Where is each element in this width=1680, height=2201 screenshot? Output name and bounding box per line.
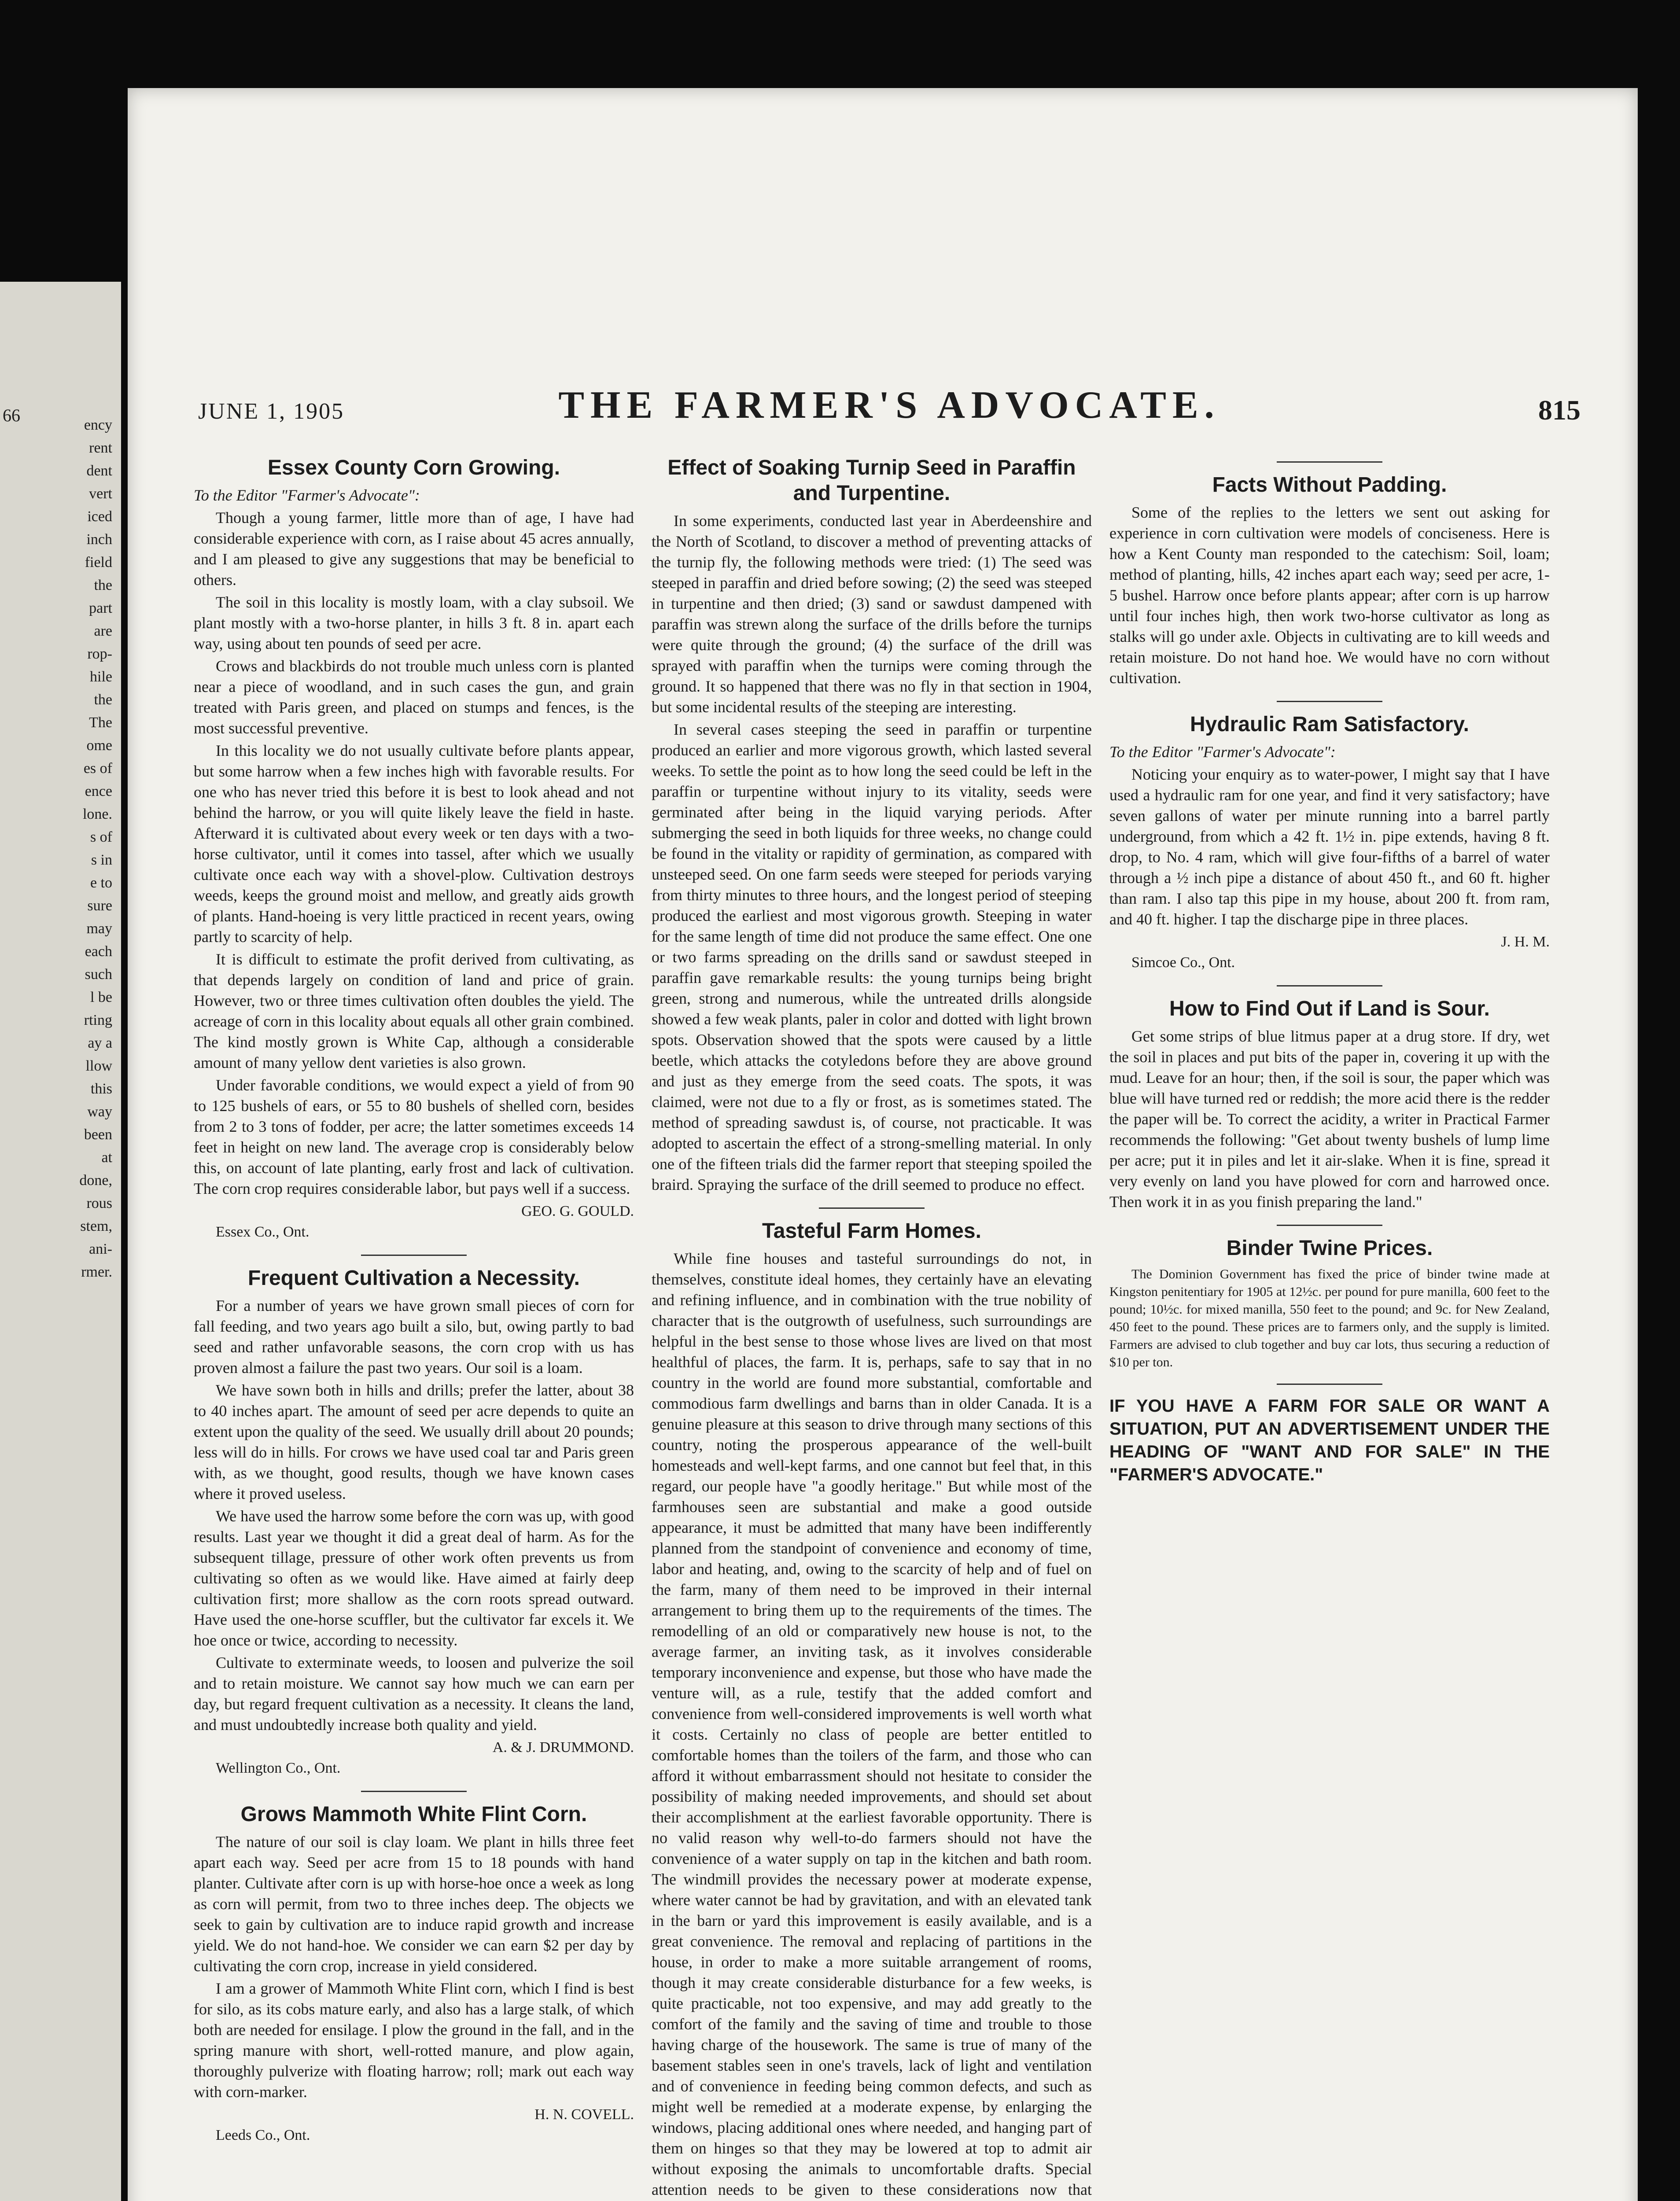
article-sour-land — [1109, 996, 1550, 1212]
scrap-fragment: may — [86, 920, 112, 937]
article-title: Effect of Soaking Turnip Seed in Paraffin and Turpentine. — [667, 456, 1076, 505]
scrap-fragment: rous — [86, 1195, 112, 1211]
scrap-fragment: ence — [85, 783, 112, 799]
issue-date: JUNE 1, 1905 — [198, 399, 345, 424]
paragraph: While fine houses and tasteful surroundings do not, in themselves, constitute ideal homes, they certainly have an elevating and refining influence, and in combination with the true nobility of character that is the outgrowth of usefulness, such surroundings are helpful in the best sense to those whose lives are lived on that most healthful of places, the farm. It is, perhaps, safe to say that in no country in the world are found more substantial, comfortable and commodious farm dwellings and barns than in older Canada. It is a genuine pleasure at this season to drive through many sections of this country, noting the prosperous appearance of the well-built homesteads and well-kept farms, and one cannot but feel that, in this regard, our people have "a goodly heritage." But while most of the farmhouses seen are substantial and make a good outside appearance, it must be admitted that many have been indifferently planned from the standpoint of convenience and economy of time, labor and heating, and, owing to the scarcity of help and of fuel on the farm, many of them need to be improved in their internal arrangement to bring them up to the requirements of the times. The remodelling of an old or comparatively new house is not, to the average farmer, an inviting task, as it involves considerable temporary inconvenience and expense, but those who have made the venture will, as a rule, testify that the added comfort and convenience from well-considered improvements is well worth what it costs. Certainly no class of people are better entitled to comfortable homes than the toilers of the farm, and those who can afford it without embarrassment should not hesitate to consider the possibility of making needed improvements, and should set about their accomplishment at the earliest favorable opportunity. There is no valid reason why well-to-do farmers should not have the convenience of a water supply on tap in the kitchen and bath room. The windmill provides the necessary power at moderate expense, where water cannot be had by gravitation, and with an elevated tank in the barn or yard this improvement is easily available, and is a great convenience. The removal and replacing of partitions in the house, in order to make a more suitable arrangement of rooms, though it may create considerable disturbance for a few weeks, is quite practicable, not too expensive, and may add greatly to the comfort of the family and the saving of time and trouble to those having charge of the housework. The same is true of many of the basement stables seen in one's travels, lack of light and ventilation and of convenience in feeding being common defects, and such as might well be remedied at a moderate expense, by enlarging the windows, placing additional ones where needed, and hanging part of them on hinges so that they may be lowered at top to admit air without exposing the animals to uncomfortable drafts. Special attention needs to be given to these considerations now that — [652, 1250, 1092, 2198]
paragraph: Though a young farmer, little more than of age, I have had considerable experience with corn, as I raise about 45 acres annually, and I am pleased to give any suggestions that may be beneficial to others. — [194, 509, 634, 589]
paragraph: In several cases steeping the seed in paraffin or turpentine produced an earlier and more vigorous growth, which lasted several weeks. To settle the point as to how long the seed could be left in the paraffin or turpentine without injury to its vitality, seeds were germinated after being in the liquid varying periods. After submerging the seed in both liquids for three weeks, no change could be found in the vitality or rapidity of germination, as compared with unsteeped seed. On one farm seeds were steeped for periods varying from thirty minutes to three hours, and the longest period of steeping produced the earliest and most vigorous growth. Steeping in water for the same length of time did not produce the same effect. One one or two farms spreading on the drills sand or sawdust steeped in paraffin gave remarkable results: the young turnips being bright green, strong and numerous, while the untreated drills alongside showed a few weak plants, paler in color and dotted with light brown spots. Observation showed that the spots were caused by a little beetle, which attacks the cotyledons before they are above ground and just as they emerge from the seed coats. The spots, it was claimed, were not due to a fly or frost, as is sometimes stated. The method of spreading sawdust is, of course, not practicable. It was adopted to ascertain the effect of a strong-smelling material. In only one of the fifteen trials did the farmer report that steeping spoiled the braird. Spraying the surface of the drill seemed to produce no effect. — [652, 721, 1092, 1193]
article-binder-twine — [1109, 1236, 1550, 1371]
article-title: Essex County Corn Growing. — [267, 456, 560, 479]
scrap-fragment: stem, — [80, 1218, 112, 1234]
scrap-fragment: e to — [90, 875, 112, 891]
article-hydraulic-ram — [1109, 712, 1550, 973]
scrap-fragment: the — [94, 692, 112, 708]
divider — [1277, 461, 1382, 463]
newspaper-page — [128, 88, 1638, 2201]
scrap-fragment: es of — [83, 760, 112, 777]
article-essex — [194, 455, 634, 1242]
paragraph: For a number of years we have grown small pieces of corn for fall feeding, and two years ago built a silo, but, owing partly to bad seed and rather unfavorable seasons, the corn crop with us has proven almost a failure the past two years. Our soil is a loam. — [194, 1297, 634, 1377]
scrap-fragment: hile — [90, 669, 112, 685]
scrap-fragment: the — [94, 577, 112, 593]
paragraph: Noticing your enquiry as to water-power, I might say that I have used a hydraulic ram for one year, and find it very satisfactory; have seven gallons of water per minute running into a barrel partly underground, from which a 42 ft. 1½ in. pipe extends, having 8 ft. drop, to No. 4 ram, which will give four-fifths of a barrel of water through a ½ inch pipe a distance of about 450 ft., and 60 ft. higher than ram. I also tap this pipe in my house, about 200 ft. from ram, and 40 ft. higher. I tap the discharge pipe in three places. — [1109, 766, 1550, 928]
scrap-fragment: way — [87, 1104, 112, 1120]
scrap-fragment: part — [89, 600, 112, 616]
author-signature: GEO. G. GOULD. — [521, 1203, 634, 1219]
want-ad-notice: IF YOU HAVE A FARM FOR SALE OR WANT A SITUATION, PUT AN ADVERTISEMENT UNDER THE HEADING OF "WANT AND FOR SALE" IN THE "FARMER'S ADVOCATE." — [1109, 1396, 1550, 1484]
scrap-fragment: rent — [89, 440, 112, 456]
adjacent-page-number: 66 — [3, 405, 20, 425]
author-signature: H. N. COVELL. — [534, 2106, 634, 2123]
scrap-fragment: dent — [86, 463, 112, 479]
scrap-fragment: rting — [84, 1012, 112, 1028]
paragraph: In some experiments, conducted last year in Aberdeenshire and the North of Scotland, to discover a method of preventing attacks of the turnip fly, the following methods were tried: (1) The seed was steeped in paraffin and dried before sowing; (2) the seed was steeped in turpentine and then dried; (3) sand or sawdust dampened with paraffin was strewn along the surface of the drills before the turnips were quite through the ground; (4) the surface of the drill was sprayed with paraffin when the turnips were coming through the ground. It so happened that there was no fly in that section in 1904, but some incidental results of the steeping are interesting. — [652, 512, 1092, 716]
article-tasteful-homes — [652, 1218, 1092, 2201]
paragraph: Some of the replies to the letters we sent out asking for experience in corn cultivation were models of conciseness. Here is how a Kent County man responded to the catechism: Soil, loam; method of planting, hills, 42 inches apart each way; seed per acre, 1-5 bushel. Harrow once before plants appear; after corn is up harrow until four inches high, then work two-horse cultivator as long as stalks will go under axle. Objects in cultivating are to kill weeds and retain moisture. Do not hand hoe. We would have no corn without cultivation. — [1109, 504, 1550, 687]
salutation: To the Editor "Farmer's Advocate": — [194, 486, 420, 504]
scrap-fragment: sure — [87, 898, 112, 914]
article-mammoth-flint — [194, 1802, 634, 2146]
scrap-fragment: s of — [90, 829, 112, 845]
scrap-fragment: this — [90, 1081, 112, 1097]
article-title: Grows Mammoth White Flint Corn. — [240, 1803, 587, 1826]
paragraph: Cultivate to exterminate weeds, to loosen and pulverize the soil and to retain moisture. We cannot say how much we can earn per day, but regard frequent cultivation as a necessity. It cleans the land, and must undoubtedly increase both quality and yield. — [194, 1654, 634, 1734]
scrap-fragment: iced — [87, 508, 112, 525]
paragraph: It is difficult to estimate the profit derived from cultivating, as that depends largely on condition of land and price of grain. However, two or three times cultivation often doubles the yield. The acreage of corn in this locality about equals all other grain combined. The kind mostly grown is White Cap, although a considerable amount of many yellow dent varieties is also grown. — [194, 950, 634, 1071]
divider — [1277, 985, 1382, 986]
scrap-fragment: The — [89, 714, 112, 731]
scrap-fragment: each — [85, 943, 112, 960]
article-title: Tasteful Farm Homes. — [762, 1219, 981, 1243]
scrap-fragment: such — [85, 966, 112, 983]
scrap-fragment: field — [85, 554, 112, 570]
paragraph: We have sown both in hills and drills; prefer the latter, about 38 to 40 inches apart. The amount of seed per acre depends to quite an extent upon the quality of the seed. We usually drill about 20 pounds; less will do in hills. For crows we have used coal tar and Paris green with, as we thought, good results, though we have known cases where it proved useless. — [194, 1381, 634, 1502]
paragraph: Crows and blackbirds do not trouble much unless corn is planted near a piece of woodland, and in such cases the gun, and grain treated with Paris green, and placed on stumps and fences, is the most successful preventive. — [194, 657, 634, 737]
author-signature: J. H. M. — [1501, 934, 1550, 950]
scrap-fragment: vert — [89, 486, 112, 502]
paragraph: The soil in this locality is mostly loam, with a clay subsoil. We plant mostly with a two-horse planter, in hills 3 ft. 8 in. apart each way, using about ten pounds of seed per acre. — [194, 593, 634, 652]
article-frequent-cultivation — [194, 1266, 634, 1778]
scrap-fragment: ome — [86, 737, 112, 754]
scrap-fragment: at — [101, 1149, 112, 1166]
author-location: Essex Co., Ont. — [216, 1224, 309, 1240]
divider — [819, 1207, 925, 1209]
divider — [361, 1255, 467, 1256]
scrap-fragment: lone. — [82, 806, 112, 822]
article-title: Facts Without Padding. — [1212, 473, 1447, 497]
scrap-fragment: been — [84, 1126, 112, 1143]
paragraph: Under favorable conditions, we would expect a yield of from 90 to 125 bushels of ears, or 55 to 80 bushels of shelled corn, besides from 2 to 3 tons of fodder, per acre; the latter sometimes exceeds 14 feet in height on new land. The average crop is considerably below this, on account of late planting, early frost and lack of cultivation. The corn crop requires considerable labor, but pays well if a success. — [194, 1076, 634, 1197]
article-facts-without-padding — [1109, 472, 1550, 688]
divider — [361, 1791, 467, 1792]
author-location: Leeds Co., Ont. — [216, 2127, 310, 2143]
article-turnip-seed — [652, 455, 1092, 1195]
author-location: Simcoe Co., Ont. — [1131, 954, 1235, 971]
scrap-fragment: llow — [85, 1058, 112, 1074]
column-1 — [194, 449, 634, 2148]
article-title: Binder Twine Prices. — [1226, 1237, 1433, 1260]
paragraph: The Dominion Government has fixed the price of binder twine made at Kingston penitentiary for 1905 at 12½c. per pound for pure manilla, 600 feet to the pound; 10½c. for mixed manilla, 550 feet to the pound; and 9c. for New Zealand, 450 feet to the pound. These prices are to farmers only, and the supply is limited. Farmers are advised to club together and buy car lots, thus securing a reduction of $10 per ton. — [1109, 1267, 1550, 1369]
divider — [1277, 1384, 1382, 1385]
paragraph: I am a grower of Mammoth White Flint corn, which I find is best for silo, as its cobs mature early, and also has a large stalk, of which both are needed for ensilage. I plow the ground in the fall, and in the spring manure with short, well-rotted manure, and plow again, thoroughly pulverize with floating harrow; roll; mark out each way with corn-marker. — [194, 1980, 634, 2101]
scrap-fragment: done, — [79, 1172, 112, 1189]
article-title: Frequent Cultivation a Necessity. — [248, 1266, 580, 1290]
paragraph: The nature of our soil is clay loam. We plant in hills three feet apart each way. Seed per acre from 15 to 18 pounds with hand planter. Cultivate after corn is up with horse-hoe once a week as long as corn will permit, from two to three inches deep. The objects we seek to gain by cultivation are to induce rapid growth and increase yield. We do not hand-hoe. We consider we can earn $2 per day by cultivating the corn crop, increase in yield considered. — [194, 1833, 634, 1975]
page-header — [198, 383, 1581, 431]
adjacent-page-strip — [0, 282, 121, 2201]
scrap-fragment: s in — [91, 852, 112, 868]
divider — [1277, 1225, 1382, 1226]
column-3 — [1109, 449, 1550, 1488]
scrap-fragment: rop- — [87, 646, 112, 662]
scrap-fragment: are — [94, 623, 112, 639]
author-location: Wellington Co., Ont. — [216, 1760, 341, 1776]
column-2 — [652, 449, 1092, 2201]
divider — [1277, 701, 1382, 702]
page-number: 815 — [1538, 394, 1581, 426]
article-title: How to Find Out if Land is Sour. — [1169, 997, 1490, 1020]
scrap-fragment: inch — [86, 531, 112, 548]
scrap-fragment: ani- — [89, 1241, 112, 1257]
paragraph: Get some strips of blue litmus paper at a drug store. If dry, wet the soil in places and put bits of the paper in, covering it up with the mud. Leave for an hour; then, if the soil is sour, the paper which was blue will have turned red or reddish; the more acid there is the redder the paper will be. To correct the acidity, a writer in Practical Farmer recommends the following: "Get about twenty bushels of lump lime per acre; put it in piles and let it air-slake. When it is fine, spread it very evenly on land you have plowed for corn and harrowed once. Then work it in as you finish preparing the land." — [1109, 1027, 1550, 1211]
scrap-fragment: l be — [90, 989, 112, 1005]
paragraph: In this locality we do not usually cultivate before plants appear, but some harrow when a few inches high with favorable results. For one who has never tried this before it is best to look ahead and not behind the harrow, or you will quite likely leave the field in haste. Afterward it is cultivated about every week or ten days with a two-horse cultivator, until it comes into tassel, after which we usually cultivate once each way with a shovel-plow. Cultivation destroys weeds, keeps the ground moist and mellow, and greatly aids growth of plants. Hand-hoeing is very little practiced in recent years, owing partly to scarcity of help. — [194, 742, 634, 946]
masthead: THE FARMER'S ADVOCATE. — [558, 384, 1220, 427]
scrap-fragment: rmer. — [81, 1264, 112, 1280]
author-signature: A. & J. DRUMMOND. — [492, 1739, 634, 1756]
article-title: Hydraulic Ram Satisfactory. — [1190, 713, 1469, 736]
salutation: To the Editor "Farmer's Advocate": — [1109, 743, 1336, 761]
paragraph: We have used the harrow some before the corn was up, with good results. Last year we thought it did a great deal of harm. As for the subsequent tillage, pressure of other work often prevents us from cultivating so often as we would like. Have aimed at fairly deep cultivation first; more shallow as the corn roots spread outward. Have used the one-horse scuffler, but the cultivator far excels it. We hoe once or twice, according to necessity. — [194, 1507, 634, 1649]
scrap-fragment: ency — [84, 417, 112, 433]
scrap-fragment: ay a — [88, 1035, 112, 1051]
